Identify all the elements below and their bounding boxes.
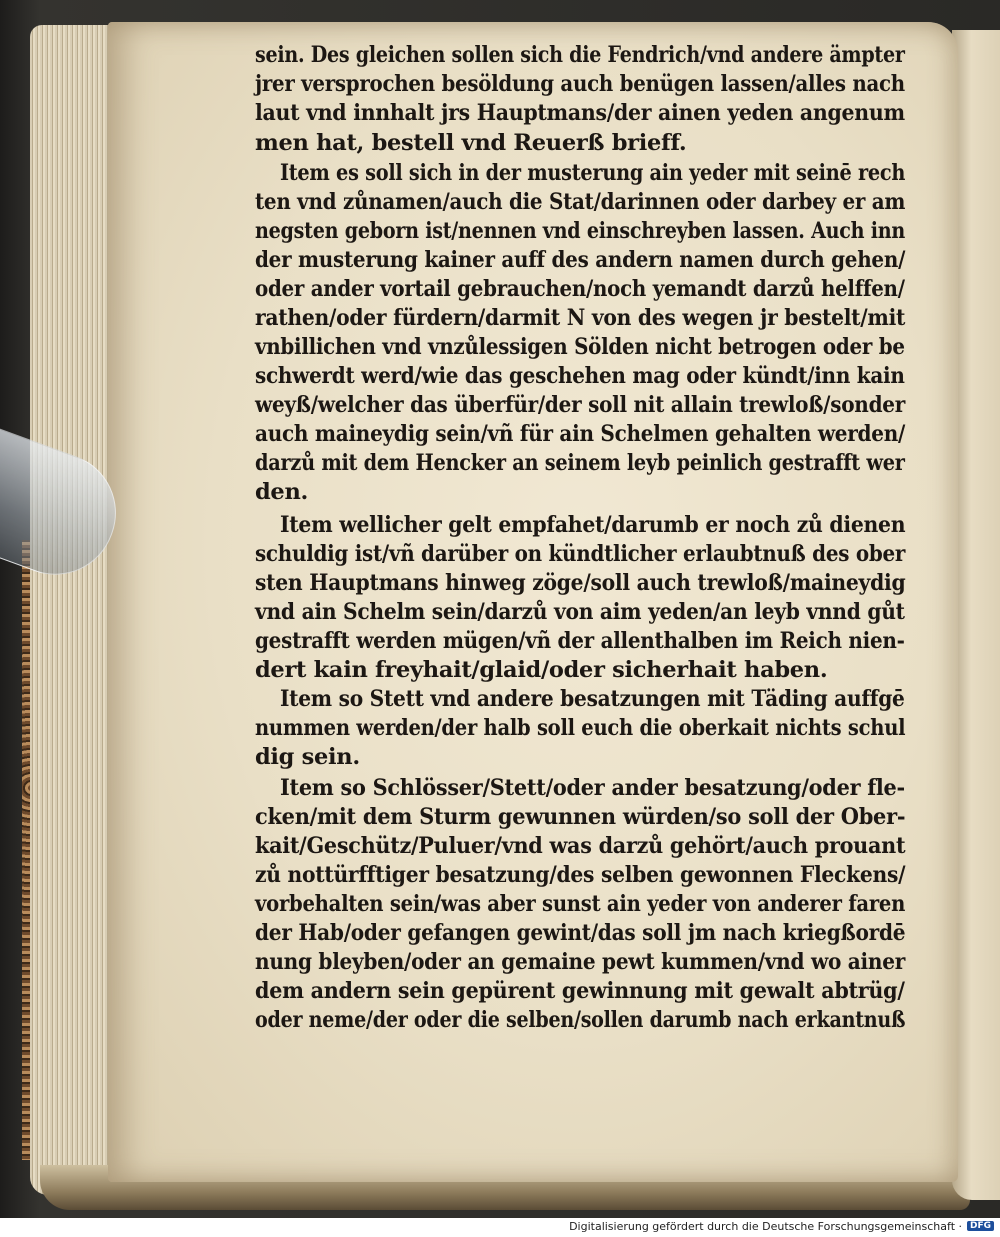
text-line: schuldig ist/vñ darüber on kündtlicher erlaubtnuß des ober [255, 541, 906, 567]
text-line: cken/mit dem Sturm gewunnen würden/so soll der Ober- [255, 804, 906, 830]
dfg-logo: DFG [967, 1221, 994, 1231]
text-line: men hat, bestell vnd Reuerß brieff. [255, 130, 687, 156]
text-line: vnd ain Schelm sein/darzů von aim yeden/an leyb vnnd gůt [255, 599, 905, 625]
text-line: oder neme/der oder die selben/sollen darumb nach erkantnuß [255, 1007, 906, 1033]
text-line: auch maineydig sein/vñ für ain Schelmen gehalten werden/ [255, 421, 906, 447]
text-line: rathen/oder fürdern/darmit N von des wegen jr bestelt/mit [255, 305, 906, 331]
text-line: dert kain freyhait/glaid/oder sicherhait haben. [255, 657, 828, 683]
text-line: der Hab/oder gefangen gewint/das soll jm nach kriegßordē [255, 920, 906, 946]
text-line: negsten geborn ist/nennen vnd einschreyben lassen. Auch inn [255, 218, 906, 244]
text-line: den. [255, 479, 309, 505]
text-line: laut vnd innhalt jrs Hauptmans/der ainen yeden angenum [255, 100, 905, 126]
footer-bar [0, 1218, 1000, 1237]
text-line: vnbillichen vnd vnzůlessigen Sölden nicht betrogen oder be [255, 334, 905, 360]
text-line: Item es soll sich in der musterung ain yeder mit seinē rech [280, 160, 906, 186]
text-line: dem andern sein gepürent gewinnung mit gewalt abtrüg/ [255, 978, 905, 1004]
text-line: sein. Des gleichen sollen sich die Fendrich/vnd andere ämpter [255, 42, 905, 68]
text-line: schwerdt werd/wie das geschehen mag oder kündt/inn kain [255, 363, 905, 389]
text-line: Item so Schlösser/Stett/oder ander besatzung/oder fle- [280, 775, 905, 801]
text-line: kait/Geschütz/Puluer/vnd was darzů gehört/auch prouant [255, 833, 906, 859]
text-line: vorbehalten sein/was aber sunst ain yeder von anderer faren [255, 891, 906, 917]
footer-credit: Digitalisierung gefördert durch die Deutsche Forschungsgemeinschaft · [569, 1220, 962, 1233]
text-line: Item wellicher gelt empfahet/darumb er noch zů dienen [280, 512, 906, 538]
text-line: weyß/welcher das überfür/der soll nit allain trewloß/sonder [255, 392, 906, 418]
text-line: oder ander vortail gebrauchen/noch yemandt darzů helffen/ [255, 276, 905, 302]
text-line: sten Hauptmans hinweg zöge/soll auch trewloß/maineydig [255, 570, 906, 596]
facing-page-edge [952, 30, 1000, 1200]
text-line: der musterung kainer auff des andern namen durch gehen/ [255, 247, 906, 273]
text-line: ten vnd zůnamen/auch die Stat/darinnen oder darbey er am [255, 189, 906, 215]
text-line: dig sein. [255, 744, 360, 770]
text-line: jrer versprochen besöldung auch benügen lassen/alles nach [255, 71, 905, 97]
text-line: gestrafft werden mügen/vñ der allenthalben im Reich nien- [255, 628, 905, 654]
text-line: zů nottürfftiger besatzung/des selben gewonnen Fleckens/ [255, 862, 906, 888]
text-line: nung bleyben/oder an gemaine pewt kummen/vnd wo ainer [255, 949, 905, 975]
text-line: nummen werden/der halb soll euch die oberkait nichts schul [255, 715, 906, 741]
book-page-edges [30, 25, 115, 1195]
text-line: Item so Stett vnd andere besatzungen mit Täding auffgē [280, 686, 905, 712]
text-line: darzů mit dem Hencker an seinem leyb peinlich gestrafft wer [255, 450, 905, 476]
